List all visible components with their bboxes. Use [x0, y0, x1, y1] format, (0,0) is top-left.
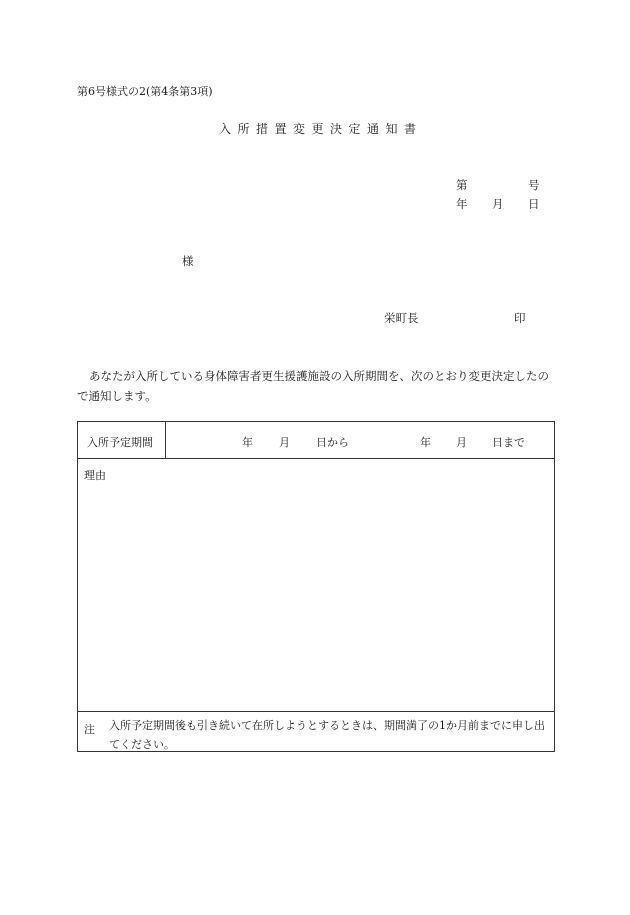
- issue-date-day: 日: [528, 197, 540, 211]
- reason-row: [78, 459, 554, 712]
- note-mark: 注: [84, 723, 95, 736]
- seal-mark: 印: [514, 311, 526, 325]
- notification-body: あなたが入所している身体障害者更生援護施設の入所期間を、次のとおり変更決定したので通知します。: [77, 369, 549, 403]
- document-number-suffix: 号: [528, 178, 540, 192]
- period-label: 入所予定期間: [87, 436, 153, 449]
- issue-date-month: 月: [492, 197, 504, 211]
- period-from-month: 月: [279, 436, 290, 449]
- period-label-cell: [78, 422, 166, 458]
- period-from-day: 日から: [316, 436, 349, 449]
- period-to-day: 日まで: [492, 436, 525, 449]
- reason-label: 理由: [84, 469, 106, 482]
- period-row: [78, 422, 554, 459]
- recipient-honorific: 様: [182, 254, 194, 268]
- decision-table: [77, 421, 555, 752]
- issuer-name: 栄町長: [384, 311, 419, 325]
- issue-date-year: 年: [456, 197, 468, 211]
- period-from-year: 年: [242, 436, 253, 449]
- document-number-prefix: 第: [456, 178, 468, 192]
- note-text: 入所予定期間後も引き続いて在所しようとするときは、期間満了の1か月前までに申し出てください。: [109, 719, 545, 751]
- note-row: [78, 712, 554, 752]
- form-number: 第6号様式の2(第4条第3項): [77, 85, 213, 98]
- period-to-year: 年: [420, 436, 431, 449]
- document-title: 入所措置変更決定通知書: [219, 122, 423, 136]
- period-to-month: 月: [456, 436, 467, 449]
